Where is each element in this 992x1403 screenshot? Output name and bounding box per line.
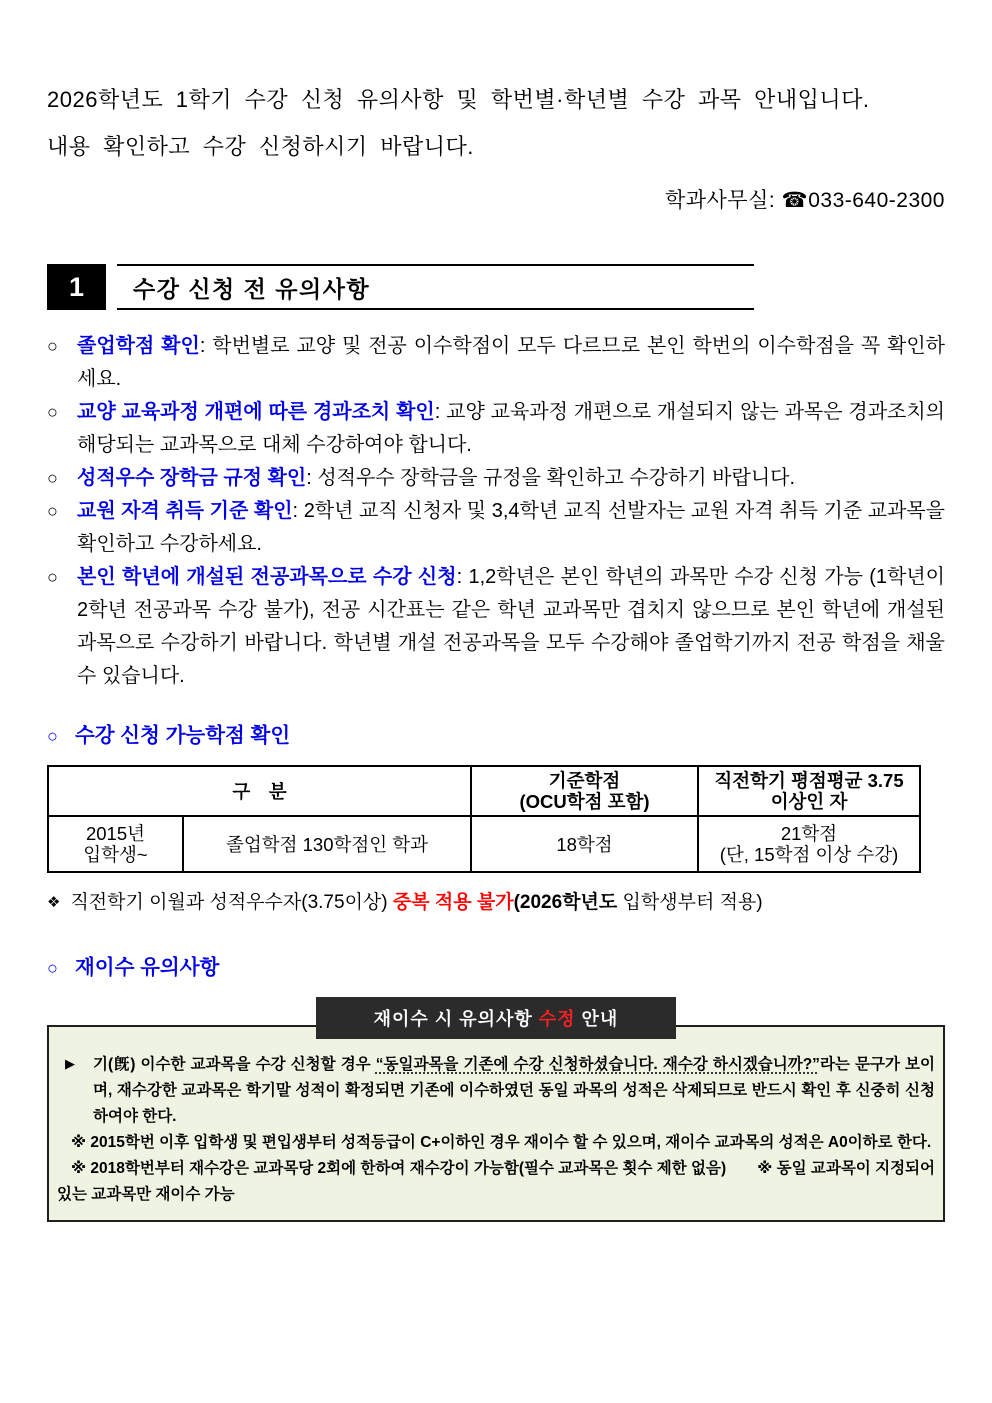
cell-entry-year <box>48 816 183 872</box>
note-pre: 직전학기 이월과 성적우수자(3.75이상) <box>70 892 393 913</box>
intro-line-1: 2026학년도 1학기 수강 신청 유의사항 및 학번별·학년별 수강 과목 안내입니다. <box>47 87 870 112</box>
rule1-quote: “동일과목을 기존에 수강 신청하셨습니다. 재수강 하시겠습니까?” <box>375 1056 820 1073</box>
header-gpa-375-line1: 직전학기 평점평균 3.75 <box>714 770 904 791</box>
notice-item-teacher-cert <box>47 495 945 561</box>
note-bold: (2026학년도 <box>513 892 618 913</box>
retake-rule-count-limit: ※ 2018학번부터 재수강은 교과목당 2회에 한하여 재수강이 가능함(필수 교과목은 횟수 제한 없음) ※ 동일 교과목이 지정되어 있는 교과목만 재이수 가능 <box>57 1160 935 1203</box>
intro-line-2: 내용 확인하고 수강 신청하시기 바랍니다. <box>47 134 474 159</box>
section-header <box>47 264 945 310</box>
cell-entry-year-line1: 2015년 <box>85 823 146 844</box>
notice-item-curriculum-transition <box>47 396 945 462</box>
cell-gpa-credit-value <box>698 816 920 872</box>
note-post: 입학생부터 적용) <box>617 892 763 913</box>
notice-lead: 졸업학점 확인 <box>77 335 200 357</box>
notice-item-own-grade-major <box>47 561 945 693</box>
circle-bullet-icon: ○ <box>47 726 58 746</box>
circle-bullet-icon: ○ <box>47 402 58 422</box>
circle-bullet-icon: ○ <box>47 501 58 521</box>
arrow-bullet-icon: ▶ <box>65 1056 75 1071</box>
table-row <box>48 816 920 872</box>
section-title: 수강 신청 전 유의사항 <box>117 264 754 310</box>
note-red: 중복 적용 불가 <box>392 892 514 913</box>
cell-gpa-credit-line1: 21학점 <box>780 823 838 844</box>
circle-bullet-icon: ○ <box>47 336 58 356</box>
credit-limit-table <box>47 765 921 873</box>
notice-text: : 성적우수 장학금을 규정을 확인하고 수강하기 바랍니다. <box>306 467 796 489</box>
retake-rule-grade-limit: ※ 2015학번 이후 입학생 및 편입생부터 성적등급이 C+이하인 경우 재이수 할 수 있으며, 재이수 교과목의 성적은 A0이하로 한다. <box>71 1134 932 1151</box>
circle-bullet-icon: ○ <box>47 567 58 587</box>
notice-lead: 교원 자격 취득 기준 확인 <box>77 500 293 522</box>
cell-entry-year-line2: 입학생~ <box>83 844 148 865</box>
retake-heading-label: 재이수 유의사항 <box>75 956 220 979</box>
circle-bullet-icon: ○ <box>47 468 58 488</box>
diamond-bullet-icon: ❖ <box>47 894 61 911</box>
credit-limit-heading <box>47 721 945 751</box>
credit-limit-heading-label: 수강 신청 가능학점 확인 <box>75 724 291 747</box>
retake-banner <box>316 997 676 1039</box>
retake-heading <box>47 953 945 983</box>
notice-text: : 교양 교육과정 개편으로 개설되지 않는 과목은 경과조치의 해당되는 교과목으로 대체 수강하여야 합니다. <box>77 401 945 456</box>
notice-text: : 학번별로 교양 및 전공 이수학점이 모두 다르므로 본인 학번의 이수학점을 꼭 확인하세요. <box>77 335 945 390</box>
section-number-badge: 1 <box>47 264 106 310</box>
rule1-post: 라는 문구가 보이며, 재수강한 교과목은 학기말 성적이 확정되면 기존에 이수하였던 동일 과목의 성적은 삭제되므로 반드시 확인 후 신중히 신청하여야 한다. <box>93 1056 935 1125</box>
banner-post: 안내 <box>575 1009 619 1029</box>
notice-text: : 1,2학년은 본인 학년의 과목만 수강 신청 가능 (1학년이 2학년 전공과목 수강 불가), 전공 시간표는 같은 학년 교과목만 겹치지 않으므로 본인 학년에 개설된 과목으로 수강하기 바랍니다. 학년별 개설 전공과목을 모두 수강해야 졸업학기까지 전공 학점을 채울 수 있습니다. <box>77 566 946 687</box>
rule1-pre: 기(旣) 이수한 교과목을 수강 신청할 경우 <box>93 1056 376 1073</box>
notice-item-graduation-credits <box>47 330 945 396</box>
retake-rules-box <box>47 1025 945 1222</box>
retake-rule-duplicate-warning <box>57 1051 935 1130</box>
header-base-credits-line1: 기준학점 <box>548 770 621 791</box>
no-double-apply-note <box>47 889 945 917</box>
banner-pre: 재이수 시 유의사항 <box>373 1009 539 1029</box>
header-gpa-375-line2: 이상인 자 <box>770 791 848 812</box>
office-contact: 학과사무실: ☎033-640-2300 <box>664 189 945 212</box>
cell-gpa-credit-line2: (단, 15학점 이상 수강) <box>719 844 899 865</box>
notice-lead: 성적우수 장학금 규정 확인 <box>77 467 307 489</box>
notice-lead: 본인 학년에 개설된 전공과목으로 수강 신청 <box>77 566 457 588</box>
cell-base-credit-value: 18학점 <box>471 816 698 872</box>
notice-text: : 2학년 교직 신청자 및 3,4학년 교직 선발자는 교원 자격 취득 기준 교과목을 확인하고 수강하세요. <box>77 500 945 555</box>
banner-highlight: 수정 <box>538 1009 576 1029</box>
table-header-row <box>48 766 920 816</box>
notice-lead: 교양 교육과정 개편에 따른 경과조치 확인 <box>77 401 435 423</box>
cell-department-type: 졸업학점 130학점인 학과 <box>183 816 471 872</box>
notice-item-scholarship-rule <box>47 462 945 495</box>
header-base-credits-line2: (OCU학점 포함) <box>519 791 650 812</box>
header-category: 구 분 <box>48 766 471 816</box>
header-base-credits <box>471 766 698 816</box>
circle-bullet-icon: ○ <box>47 958 58 978</box>
notice-list <box>47 330 945 693</box>
header-gpa-375 <box>698 766 920 816</box>
